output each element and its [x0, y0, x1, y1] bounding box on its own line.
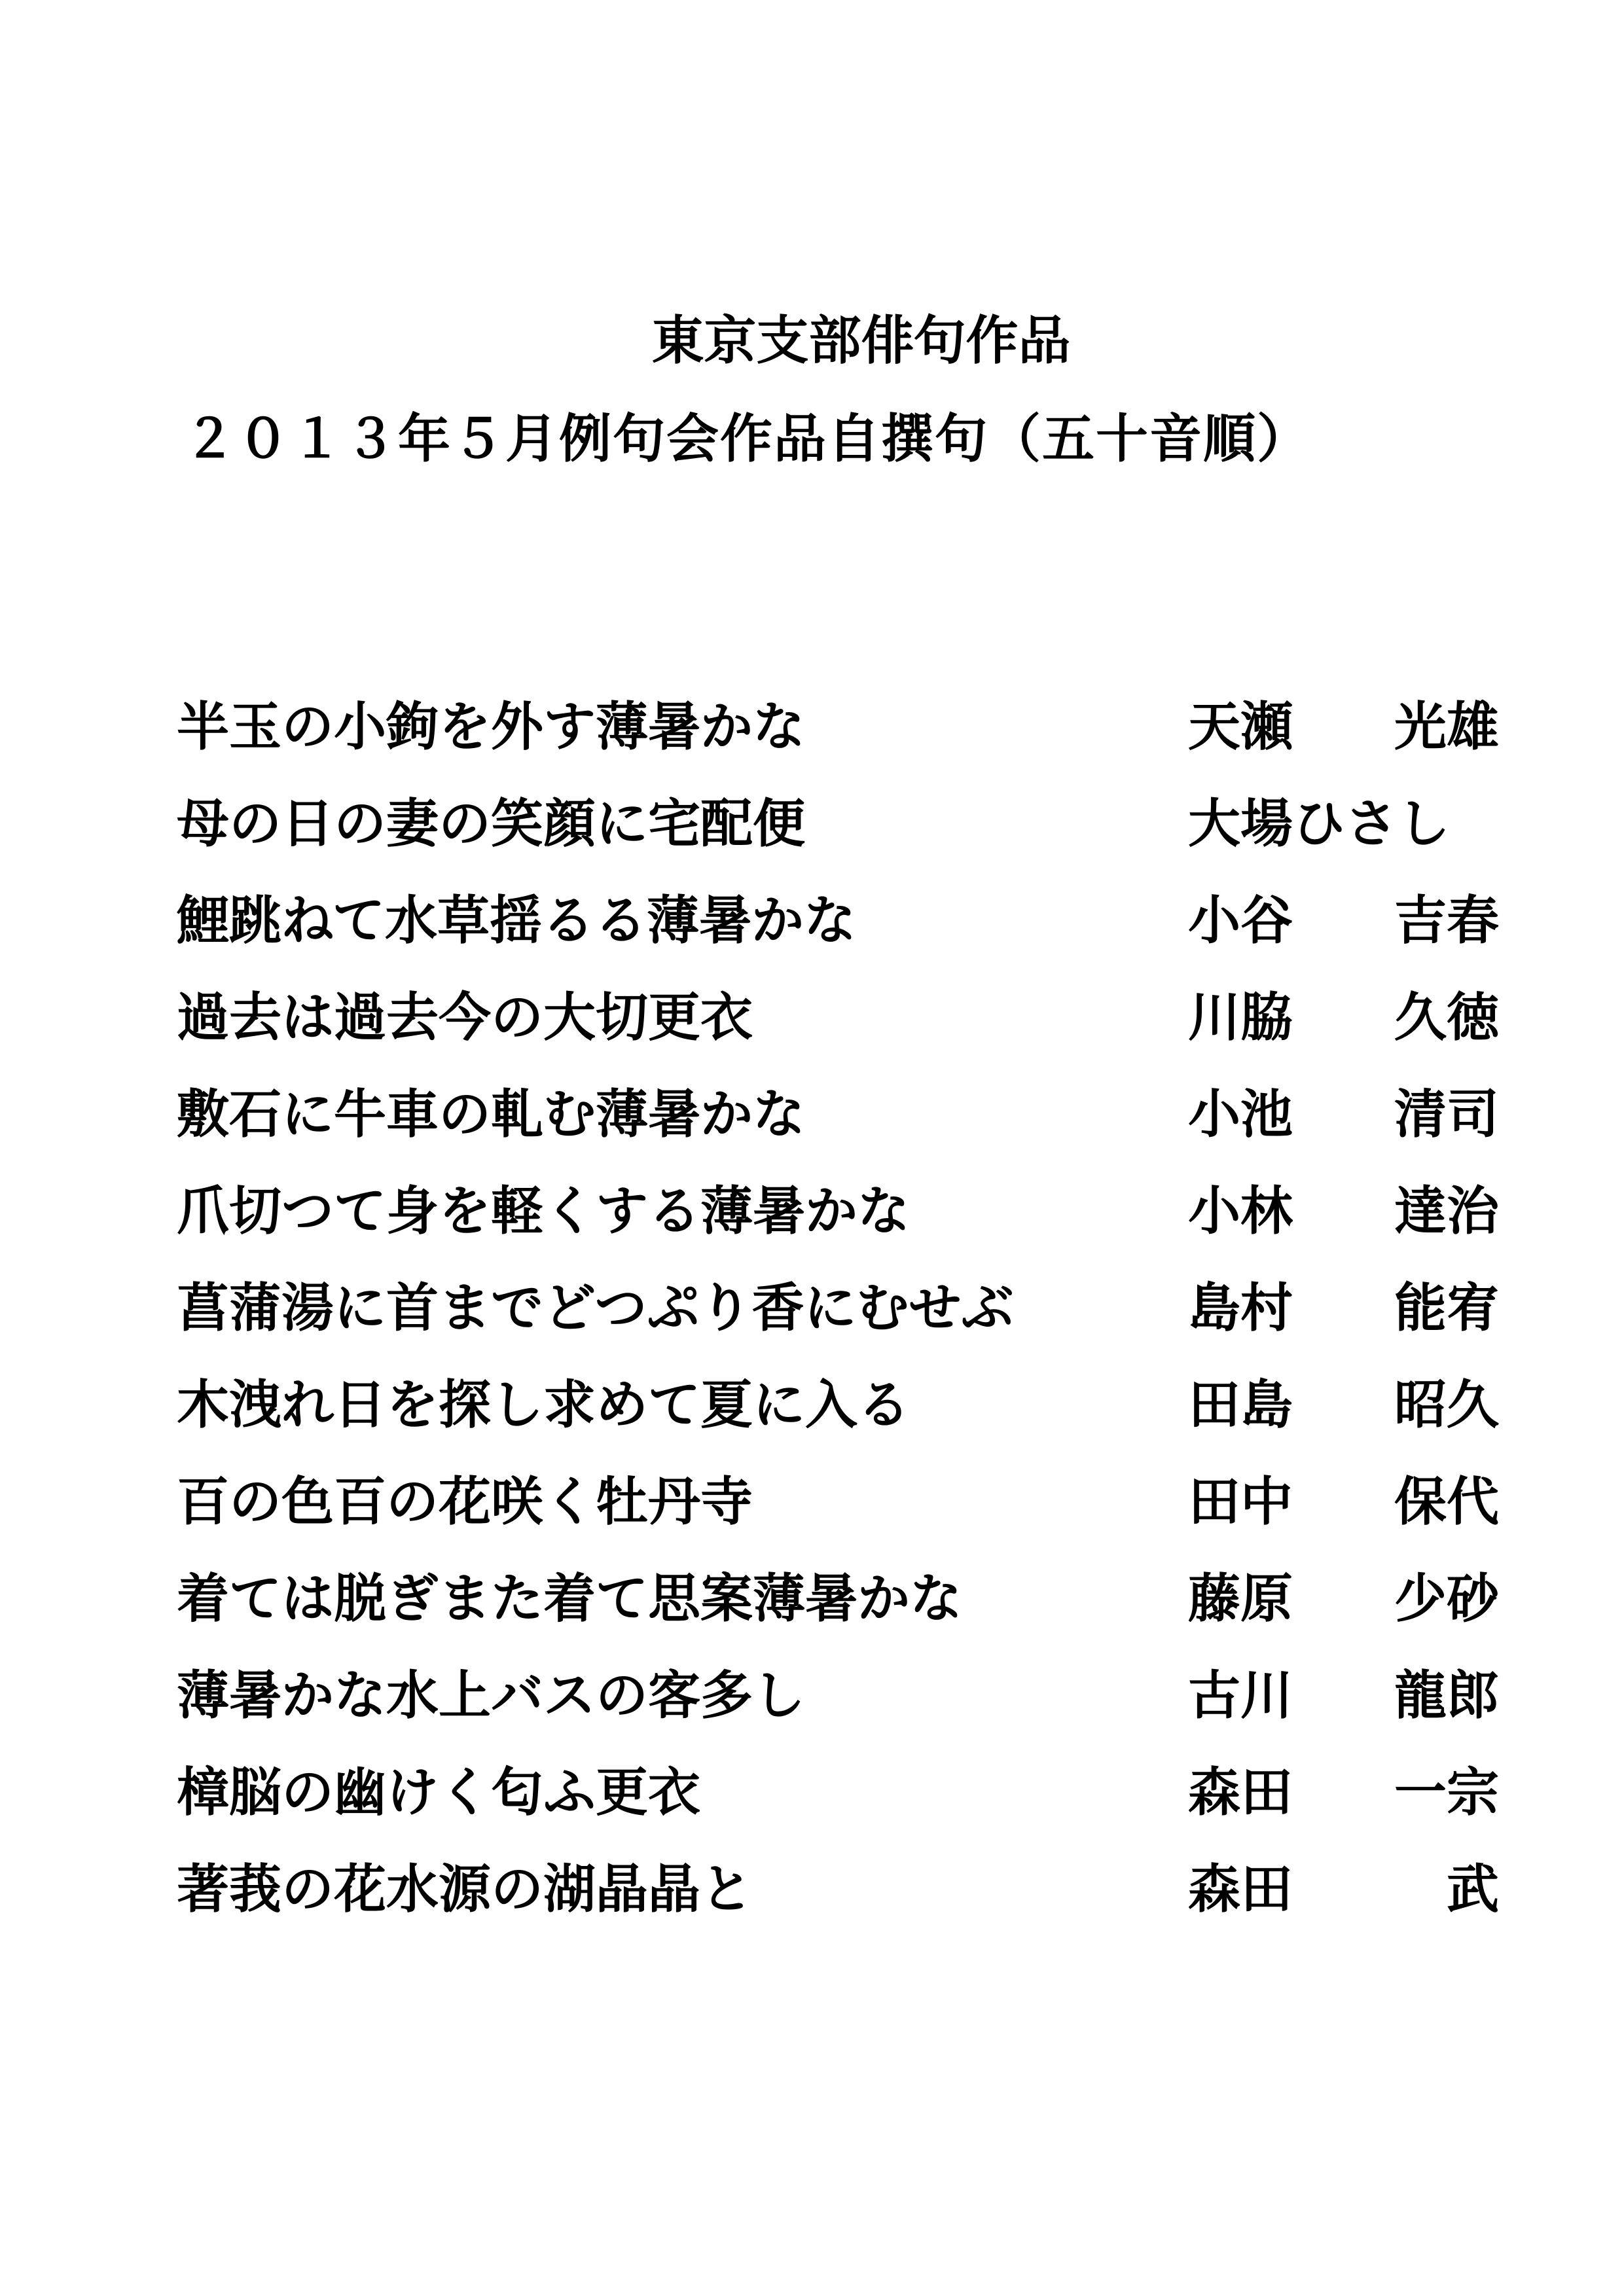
- list-item: [177, 1662, 1499, 1759]
- author-name: [1188, 1856, 1499, 1922]
- list-item: [177, 888, 1499, 984]
- author-name: [1188, 984, 1499, 1050]
- author-name: [1188, 791, 1499, 856]
- author-given-name: 保代: [1394, 1471, 1499, 1532]
- author-surname: 小谷: [1188, 889, 1293, 951]
- list-item: [177, 694, 1499, 791]
- author-surname: 島村: [1188, 1277, 1293, 1338]
- author-surname: 古川: [1188, 1664, 1293, 1726]
- author-surname: 天瀬: [1188, 696, 1293, 757]
- author-surname: 大場ひさし: [1188, 793, 1450, 854]
- author-name: [1188, 694, 1499, 759]
- list-item: [177, 1178, 1499, 1275]
- author-surname: 川脇: [1188, 986, 1293, 1048]
- haiku-text: 菖蒲湯に首までどつぷり香にむせぶ: [177, 1277, 1014, 1338]
- page-title: 東京支部俳句作品: [651, 310, 1071, 371]
- author-surname: 田中: [1188, 1471, 1293, 1532]
- author-name: [1188, 1081, 1499, 1147]
- author-given-name: 少砂: [1394, 1568, 1499, 1629]
- author-name: [1188, 1372, 1499, 1437]
- author-given-name: 武: [1447, 1858, 1499, 1920]
- author-given-name: 光雄: [1394, 696, 1499, 757]
- author-name: [1188, 1178, 1499, 1244]
- author-given-name: 久徳: [1394, 986, 1499, 1048]
- author-surname: 藤原: [1188, 1568, 1293, 1629]
- haiku-text: 百の色百の花咲く牡丹寺: [177, 1471, 753, 1532]
- haiku-text: 薄暑かな水上バスの客多し: [177, 1664, 805, 1726]
- list-item: [177, 1566, 1499, 1662]
- author-surname: 森田: [1188, 1858, 1293, 1920]
- haiku-list: [177, 694, 1499, 1953]
- haiku-text: 鯉跳ねて水草揺るる薄暑かな: [177, 889, 856, 951]
- author-name: [1188, 1662, 1499, 1728]
- list-item: [177, 1759, 1499, 1856]
- author-given-name: 龍郎: [1394, 1664, 1499, 1726]
- haiku-text: 半玉の小鉤を外す薄暑かな: [177, 696, 805, 757]
- list-item: [177, 1275, 1499, 1372]
- list-item: [177, 984, 1499, 1081]
- list-item: [177, 1856, 1499, 1953]
- author-given-name: 昭久: [1394, 1374, 1499, 1435]
- author-surname: 小林: [1188, 1180, 1293, 1242]
- author-name: [1188, 1469, 1499, 1534]
- haiku-text: 母の日の妻の笑顔に宅配便: [177, 793, 805, 854]
- author-surname: 田島: [1188, 1374, 1293, 1435]
- author-given-name: 能宥: [1394, 1277, 1499, 1338]
- list-item: [177, 1081, 1499, 1178]
- author-given-name: 達治: [1394, 1180, 1499, 1242]
- author-surname: 森田: [1188, 1761, 1293, 1823]
- list-item: [177, 1372, 1499, 1469]
- haiku-text: 敷石に牛車の軋む薄暑かな: [177, 1083, 805, 1145]
- author-given-name: 清司: [1394, 1083, 1499, 1145]
- list-item: [177, 1469, 1499, 1566]
- author-given-name: 吉春: [1394, 889, 1499, 951]
- haiku-text: 樟脳の幽けく匂ふ更衣: [177, 1761, 700, 1823]
- list-item: [177, 791, 1499, 888]
- author-given-name: 一宗: [1394, 1761, 1499, 1823]
- haiku-text: 爪切つて身を軽くする薄暑かな: [177, 1180, 910, 1242]
- haiku-text: 着ては脱ぎまた着て思案薄暑かな: [177, 1568, 962, 1629]
- haiku-text: 過去は過去今の大切更衣: [177, 986, 753, 1048]
- author-surname: 小池: [1188, 1083, 1293, 1145]
- author-name: [1188, 888, 1499, 953]
- author-name: [1188, 1275, 1499, 1340]
- page-subtitle: ２０１３年５月例句会作品自撰句（五十音順）: [183, 408, 1310, 469]
- haiku-text: 著莪の花水源の湖晶晶と: [177, 1858, 753, 1920]
- author-name: [1188, 1566, 1499, 1631]
- author-name: [1188, 1759, 1499, 1825]
- haiku-text: 木洩れ日を探し求めて夏に入る: [177, 1374, 910, 1435]
